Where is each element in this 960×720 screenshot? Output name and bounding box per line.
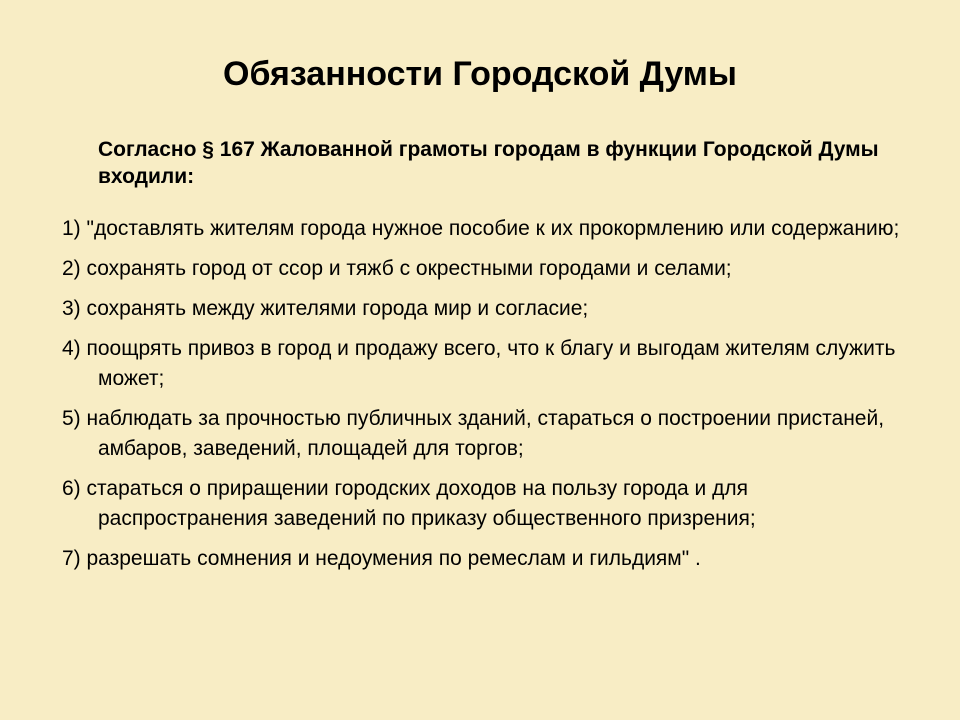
slide-intro: Согласно § 167 Жалованной грамоты городам в функции Городской Думы входили: [98, 138, 879, 188]
duty-item-3: 3) сохранять между жителями города мир и согласие; [62, 297, 589, 320]
duty-item-7: 7) разрешать сомнения и недоумения по ремеслам и гильдиям" . [62, 547, 701, 570]
duty-item-5: 5) наблюдать за прочностью публичных зданий, стараться о построении пристаней, амбаров, заведений, площадей для торгов; [62, 407, 885, 460]
duty-item-1: 1) "доставлять жителям города нужное пособие к их прокормлению или содержанию; [62, 217, 900, 240]
duty-item-6: 6) стараться о приращении городских доходов на пользу города и для распространения заведений по приказу общественного призрения; [62, 477, 756, 530]
duties-list [62, 214, 912, 584]
duty-item-2: 2) сохранять город от ссор и тяжб с окрестными городами и селами; [62, 257, 732, 280]
slide-title: Обязанности Городской Думы [223, 55, 737, 93]
duty-item-4: 4) поощрять привоз в город и продажу всего, что к благу и выгодам жителям служить может; [62, 337, 896, 390]
